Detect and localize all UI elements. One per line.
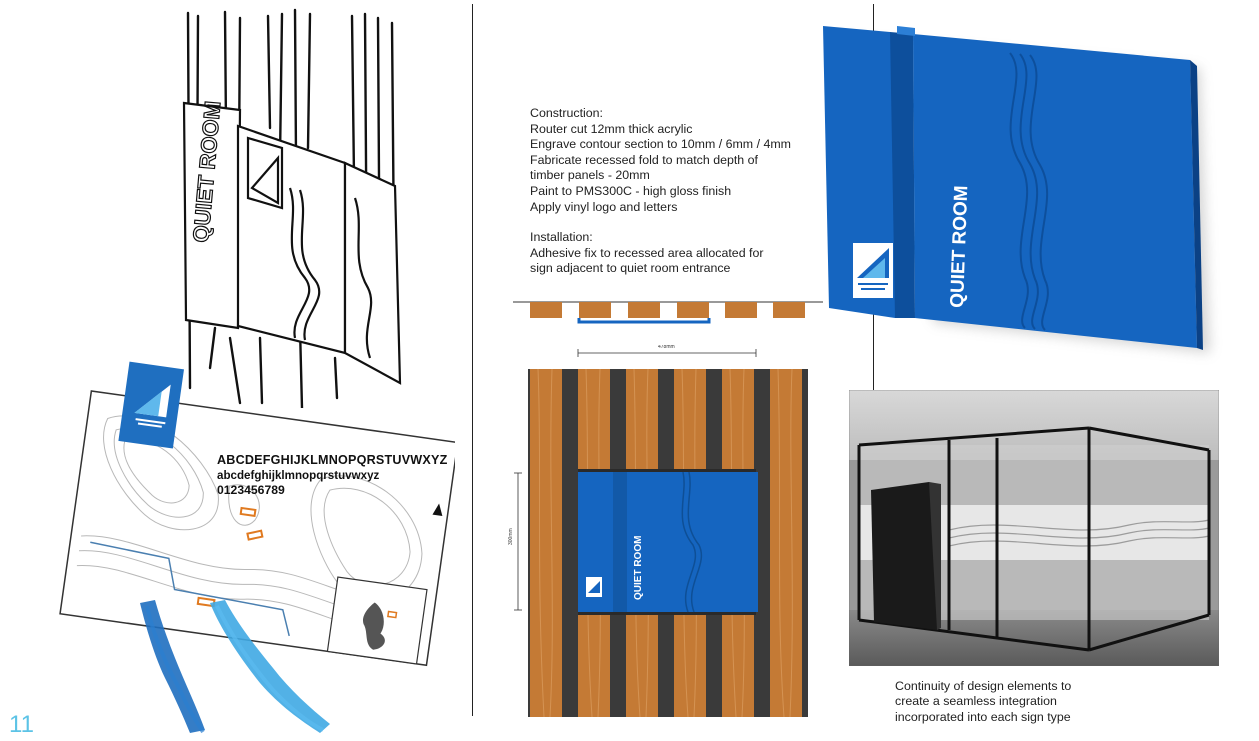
lowercase-alphabet: abcdefghijklmnopqrstuvwxyz	[217, 469, 380, 482]
installation-line: sign adjacent to quiet room entrance	[530, 261, 731, 276]
construction-line: Fabricate recessed fold to match depth of	[530, 152, 758, 167]
uppercase-alphabet: ABCDEFGHIJKLMNOPQRSTUVWXYZ	[217, 453, 448, 467]
page-number: 11	[9, 711, 34, 738]
sign-sketch	[170, 8, 420, 408]
column-divider-left	[472, 4, 473, 716]
construction-line: timber panels - 20mm	[530, 168, 650, 183]
construction-heading: Construction:	[530, 106, 604, 120]
construction-line: Paint to PMS300C - high gloss finish	[530, 183, 732, 198]
caption-line: Continuity of design elements to	[895, 679, 1072, 693]
photo-caption	[895, 679, 1071, 725]
sketch-label: QUIET ROOM	[188, 100, 226, 244]
typography-sample	[217, 453, 448, 498]
digits: 0123456789	[217, 483, 285, 497]
glass-office-photo	[849, 390, 1219, 666]
installation-heading: Installation:	[530, 230, 593, 245]
specifications-text	[530, 106, 820, 277]
caption-line: create a seamless integration	[895, 694, 1057, 709]
installation-line: Adhesive fix to recessed area allocated for	[530, 245, 764, 260]
width-dimension: 478mm	[658, 345, 675, 350]
caption-line: incorporated into each sign type	[895, 709, 1071, 724]
construction-line: Apply vinyl logo and letters	[530, 199, 678, 214]
render-sign-label: QUIET ROOM	[947, 185, 973, 309]
brush-strokes	[125, 598, 335, 738]
elevation-sign-label: QUIET ROOM	[633, 535, 644, 600]
construction-line: Engrave contour section to 10mm / 6mm / 4mm	[530, 137, 791, 152]
plan-section-view	[513, 296, 825, 326]
elevation-drawing	[508, 345, 813, 720]
construction-line: Router cut 12mm thick acrylic	[530, 121, 693, 136]
sign-3d-render	[815, 18, 1225, 368]
height-dimension: 300mm	[508, 528, 514, 545]
